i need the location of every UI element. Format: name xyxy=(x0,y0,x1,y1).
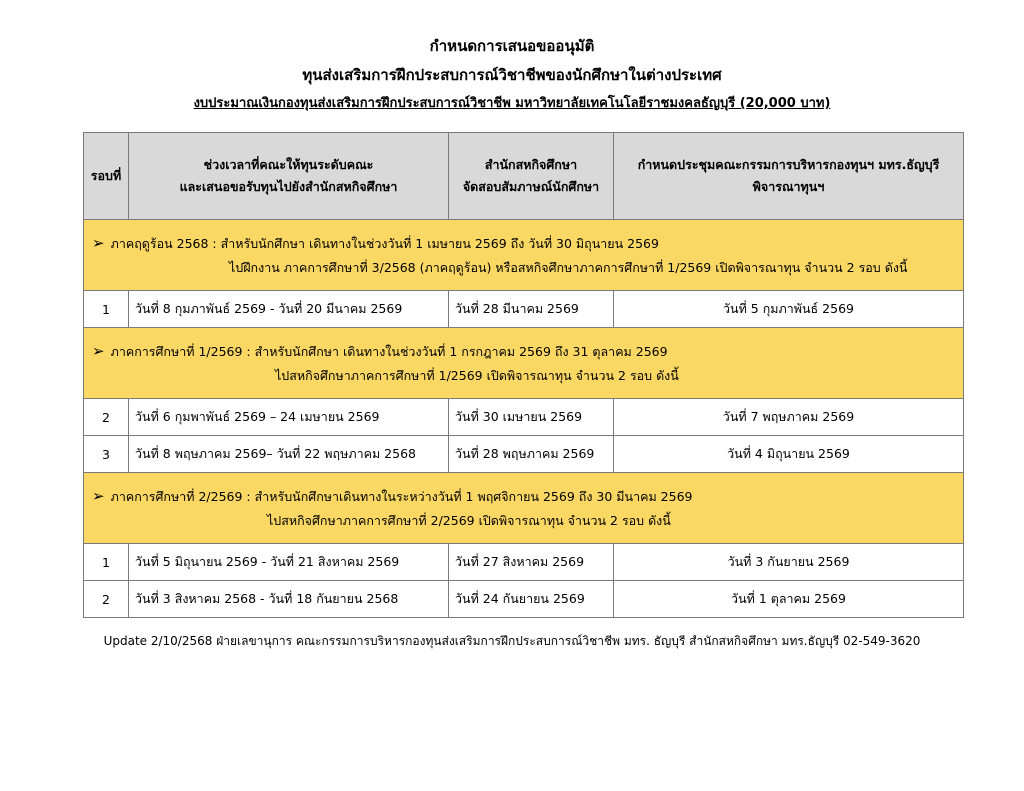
cell-round: 2 xyxy=(84,581,129,618)
semester-detail: ไปสหกิจศึกษาภาคการศึกษาที่ 2/2569 เปิดพิจารณาทุน จำนวน 2 รอบ ดังนี้ xyxy=(267,512,671,528)
cell-meeting: วันที่ 1 ตุลาคม 2569 xyxy=(614,581,964,618)
table-row xyxy=(84,291,964,328)
cell-period: วันที่ 8 กุมภาพันธ์ 2569 - วันที่ 20 มีนาคม 2569 xyxy=(129,291,449,328)
cell-period: วันที่ 5 มิถุนายน 2569 - วันที่ 21 สิงหาคม 2569 xyxy=(129,544,449,581)
cell-interview: วันที่ 24 กันยายน 2569 xyxy=(449,581,614,618)
cell-round: 1 xyxy=(84,544,129,581)
cell-meeting: วันที่ 4 มิถุนายน 2569 xyxy=(614,436,964,473)
arrow-bullet-icon: ➢ xyxy=(92,486,105,505)
semester-heading: ภาคฤดูร้อน 2568 : สำหรับนักศึกษา เดินทางในช่วงวันที่ 1 เมษายน 2569 ถึง วันที่ 30 มิถุนายน 2569 xyxy=(110,235,659,251)
schedule-table xyxy=(83,132,964,618)
semester-detail: ไปฝึกงาน ภาคการศึกษาที่ 3/2568 (ภาคฤดูร้อน) หรือสหกิจศึกษาภาคการศึกษาที่ 1/2569 เปิดพิจารณาทุน จำนวน 2 รอบ ดังนี้ xyxy=(229,259,908,275)
update-footer: Update 2/10/2568 ฝ่ายเลขานุการ คณะกรรมการบริหารกองทุนส่งเสริมการฝึกประสบการณ์วิชาชีพ มทร. ธัญบุรี สำนักสหกิจศึกษา มทร.ธัญบุรี 02-549-3620 xyxy=(103,634,921,648)
cell-round: 2 xyxy=(84,399,129,436)
col-header-meeting: กำหนดประชุมคณะกรรมการบริหารกองทุนฯ มทร.ธัญบุรี พิจารณาทุนฯ xyxy=(614,133,964,220)
cell-interview: วันที่ 28 พฤษภาคม 2569 xyxy=(449,436,614,473)
table-row xyxy=(84,399,964,436)
cell-meeting: วันที่ 5 กุมภาพันธ์ 2569 xyxy=(614,291,964,328)
table-row xyxy=(84,436,964,473)
cell-interview: วันที่ 28 มีนาคม 2569 xyxy=(449,291,614,328)
arrow-bullet-icon: ➢ xyxy=(92,341,105,360)
semester-row xyxy=(84,328,964,399)
col-header-interview: สำนักสหกิจศึกษา จัดสอบสัมภาษณ์นักศึกษา xyxy=(449,133,614,220)
page-title: กำหนดการเสนอขออนุมัติ xyxy=(429,37,595,55)
cell-period: วันที่ 6 กุมพาพันธ์ 2569 – 24 เมษายน 2569 xyxy=(129,399,449,436)
cell-round: 1 xyxy=(84,291,129,328)
semester-heading: ภาคการศึกษาที่ 2/2569 : สำหรับนักศึกษาเดินทางในระหว่างวันที่ 1 พฤศจิกายน 2569 ถึง 30 มีนาคม 2569 xyxy=(110,488,693,504)
cell-round: 3 xyxy=(84,436,129,473)
page-subtitle: ทุนส่งเสริมการฝึกประสบการณ์วิชาชีพของนักศึกษาในต่างประเทศ xyxy=(302,66,722,84)
table-row xyxy=(84,581,964,618)
semester-row xyxy=(84,473,964,544)
cell-meeting: วันที่ 7 พฤษภาคม 2569 xyxy=(614,399,964,436)
cell-interview: วันที่ 27 สิงหาคม 2569 xyxy=(449,544,614,581)
budget-line: งบประมาณเงินกองทุนส่งเสริมการฝึกประสบการณ์วิชาชีพ มหาวิทยาลัยเทคโนโลยีราชมงคลธัญบุรี (20,000 บาท) xyxy=(193,96,831,111)
cell-period: วันที่ 8 พฤษภาคม 2569– วันที่ 22 พฤษภาคม 2568 xyxy=(129,436,449,473)
cell-meeting: วันที่ 3 กันยายน 2569 xyxy=(614,544,964,581)
semester-row xyxy=(84,220,964,291)
col-header-period: ช่วงเวลาที่คณะให้ทุนระดับคณะ และเสนอขอรับทุนไปยังสำนักสหกิจศึกษา xyxy=(129,133,449,220)
table-row xyxy=(84,544,964,581)
semester-heading: ภาคการศึกษาที่ 1/2569 : สำหรับนักศึกษา เดินทางในช่วงวันที่ 1 กรกฎาคม 2569 ถึง 31 ตุลาคม 2569 xyxy=(110,343,668,359)
cell-interview: วันที่ 30 เมษายน 2569 xyxy=(449,399,614,436)
table-header-row xyxy=(84,133,964,220)
arrow-bullet-icon: ➢ xyxy=(92,233,105,252)
cell-period: วันที่ 3 สิงหาคม 2568 - วันที่ 18 กันยายน 2568 xyxy=(129,581,449,618)
semester-detail: ไปสหกิจศึกษาภาคการศึกษาที่ 1/2569 เปิดพิจารณาทุน จำนวน 2 รอบ ดังนี้ xyxy=(275,367,679,383)
col-header-round: รอบที่ xyxy=(84,133,129,220)
